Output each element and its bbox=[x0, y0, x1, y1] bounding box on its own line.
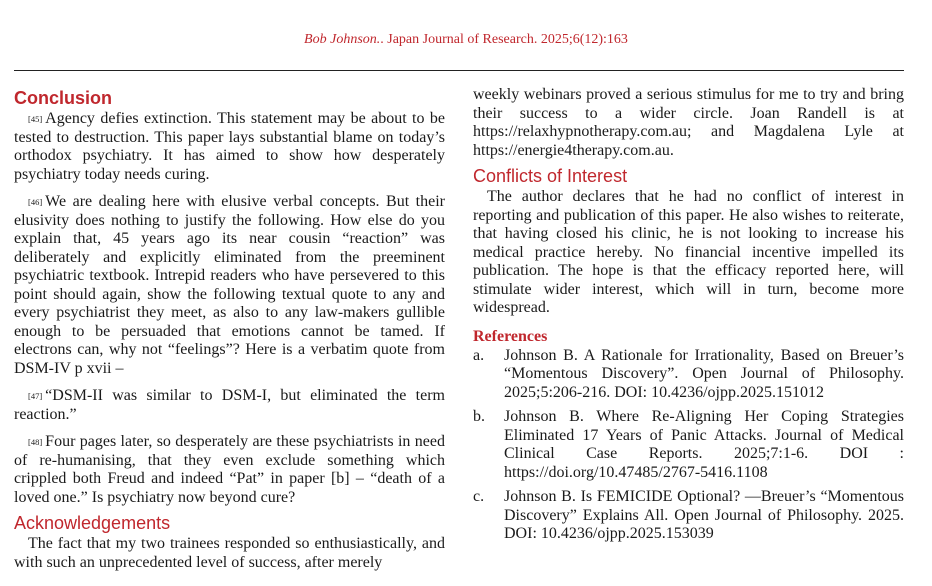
conflicts-text: The author declares that he had no conflict of interest in reporting and publication of this paper. He also wishes to reiterate, that having closed his clinic, he is not looking to increase his medical practice hereby. No financial incentive impelled its publication. The hope is that the efficacy reported here, will stimulate wider interest, which will in turn, become more widespread. bbox=[473, 188, 904, 316]
reference-item-b bbox=[473, 408, 904, 482]
reference-letter: b. bbox=[473, 408, 485, 425]
paragraph-number: [47] bbox=[28, 391, 43, 401]
acknowledgements-text: The fact that my two trainees responded so enthusiastically, and with such an unprecedented level of success, after merely bbox=[14, 535, 445, 571]
paragraph-47 bbox=[14, 387, 445, 424]
reference-text: Johnson B. Where Re-Aligning Her Coping Strategies Eliminated 17 Years of Panic Attacks. Journal of Medical Clinical Case Reports. 2025;7:1-6. DOI : https://doi.org/10.47485/2767-5416.1108 bbox=[504, 408, 904, 481]
header-rule bbox=[14, 70, 904, 71]
paragraph-number: [45] bbox=[28, 114, 43, 124]
paragraph-text: We are dealing here with elusive verbal concepts. But their elusivity does nothing to justify the following. How else do you explain that, 45 years ago its near cousin “reaction” was deliberately and explicitly eliminated from the preeminent psychiatric textbook. Intrepid readers who have persevered to this point should again, show the following textual quote to any and every psychiatrist they meet, as also to any law-makers gullible enough to be persuaded that emotions cannot be tamed. If electrons can, why not “feelings”? Here is a verbatim quote from DSM-IV p xvii – bbox=[14, 193, 445, 377]
paragraph-46 bbox=[14, 193, 445, 378]
acknowledgements-heading: Acknowledgements bbox=[14, 513, 171, 533]
header-author: Bob Johnson. bbox=[304, 32, 381, 47]
reference-letter: c. bbox=[473, 488, 485, 505]
left-column bbox=[14, 86, 445, 581]
paragraph-number: [46] bbox=[28, 197, 43, 207]
reference-list bbox=[473, 347, 904, 544]
header-citation: . Japan Journal of Research. 2025;6(12):163 bbox=[380, 32, 628, 47]
paragraph-45 bbox=[14, 110, 445, 184]
reference-item-a bbox=[473, 347, 904, 403]
reference-letter: a. bbox=[473, 346, 485, 364]
paragraph-text: Agency defies extinction. This statement may be about to be tested to destruction. This paper lays substantial blame on today’s orthodox psychiatry. It has aimed to show how desperately psychiatry today needs curing. bbox=[14, 110, 445, 183]
paragraph-48 bbox=[14, 433, 445, 507]
reference-text: Johnson B. Is FEMICIDE Optional? —Breuer’s “Momentous Discovery” Explains All. Open Journal of Philosophy. 2025. DOI: 10.4236/ojpp.2025.153039 bbox=[504, 488, 904, 542]
paragraph-text: Four pages later, so desperately are these psychiatrists in need of re-humanising, that they even exclude something which crippled both Freud and indeed “Pat” in paper [b] – “death of a loved one.” Is psychiatry now beyond cure? bbox=[14, 433, 445, 506]
references-heading: References bbox=[473, 327, 548, 345]
reference-text: Johnson B. A Rationale for Irrationality, Based on Breuer’s “Momentous Discovery”. Open Journal of Philosophy. 2025;5:206-216. DOI: 10.4236/ojpp.2025.151012 bbox=[504, 346, 904, 401]
running-header bbox=[0, 32, 932, 48]
right-column bbox=[473, 86, 904, 550]
conflicts-heading: Conflicts of Interest bbox=[473, 166, 628, 186]
paragraph-number: [48] bbox=[28, 437, 43, 447]
paragraph-text: “DSM-II was similar to DSM-I, but eliminated the term reaction.” bbox=[14, 387, 445, 423]
conclusion-heading: Conclusion bbox=[14, 88, 112, 108]
acknowledgements-continuation: weekly webinars proved a serious stimulus for me to try and bring their success to a wider circle. Joan Randell is at https://relaxhypnotherapy.com.au; and Magdalena Lyle at https://energie4therapy.com.au. bbox=[473, 86, 904, 159]
reference-item-c bbox=[473, 488, 904, 544]
